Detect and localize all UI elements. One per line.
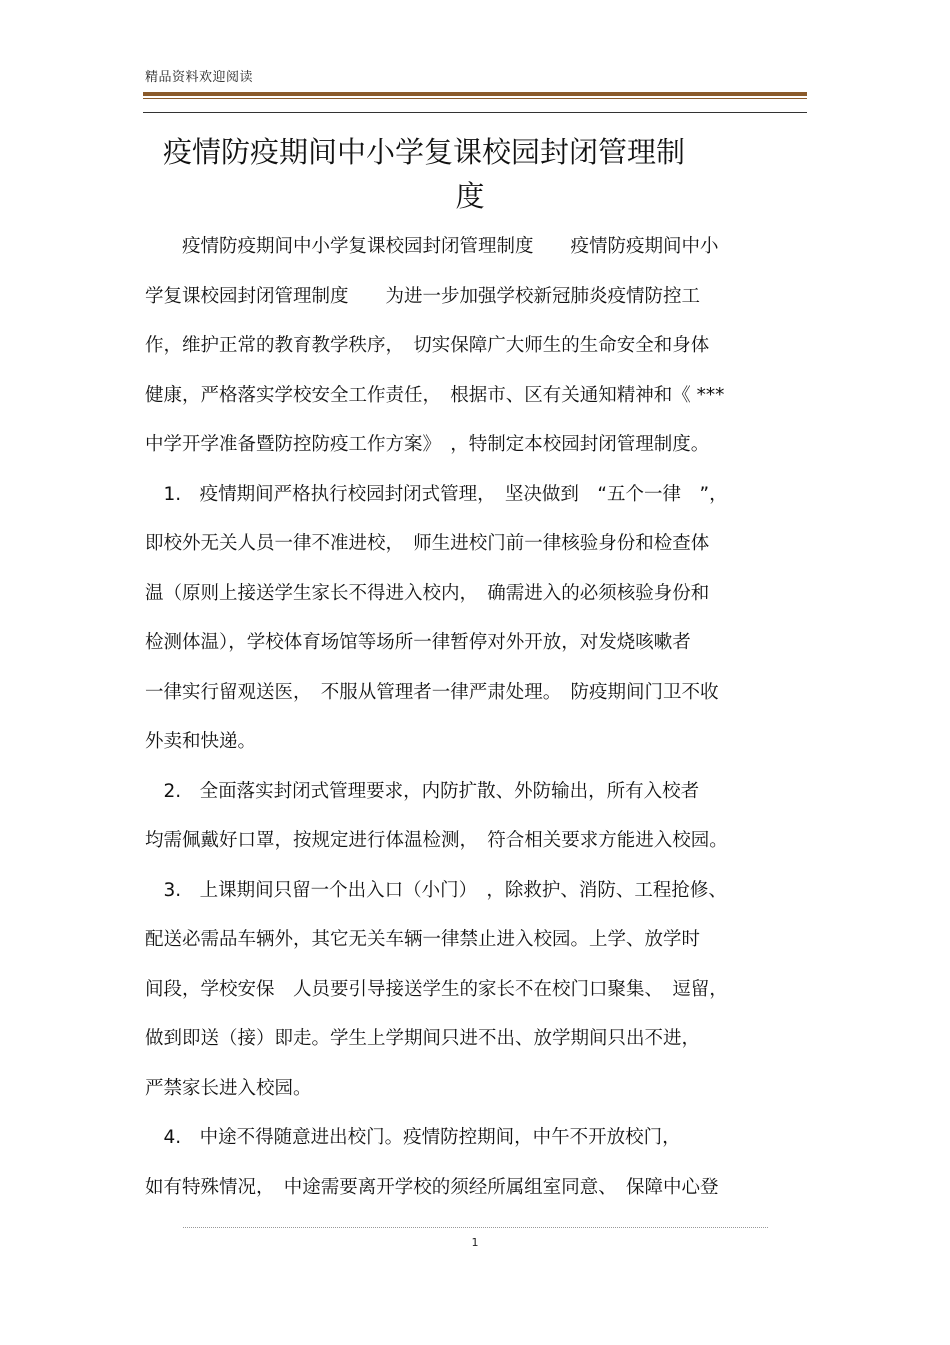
- title-line-2: 度: [455, 179, 485, 213]
- body-line: 即校外无关人员一律不准进校， 师生进校门前一律核验身份和检查体: [145, 533, 710, 554]
- body-line: 配送必需品车辆外，其它无关车辆一律禁止进入校园。上学、放学时: [145, 929, 701, 950]
- body-line: 疫情防疫期间中小学复课校园封闭管理制度 疫情防疫期间中小: [145, 236, 719, 257]
- body-line: 外卖和快递。: [145, 731, 257, 752]
- body-line: 健康，严格落实学校安全工作责任， 根据市、区有关通知精神和《 ***: [145, 384, 725, 406]
- body-line: 温（原则上接送学生家长不得进入校内， 确需进入的必须核验身份和: [145, 582, 710, 604]
- body-line: 3. 上课期间只留一个出入口（小门） ，除救护、消防、工程抢修、: [145, 879, 727, 901]
- body-line: 间段，学校安保 人员要引导接送学生的家长不在校门口聚集、 逗留，: [145, 978, 728, 1000]
- body-line: 学复课校园封闭管理制度 为进一步加强学校新冠肺炎疫情防控工: [145, 285, 701, 307]
- header-rule-bottom: [143, 112, 807, 113]
- body-line: 一律实行留观送医， 不服从管理者一律严肃处理。 防疫期间门卫不收: [145, 681, 719, 703]
- header-rule-thick: [143, 92, 807, 96]
- page-header: 精品资料欢迎阅读: [145, 70, 254, 85]
- body-line: 如有特殊情况， 中途需要离开学校的须经所属组室同意、 保障中心登: [145, 1176, 719, 1198]
- document-body: [145, 222, 805, 1212]
- footer-rule: [183, 1227, 768, 1229]
- body-line: 做到即送（接）即走。学生上学期间只进不出、放学期间只出不进，: [145, 1028, 701, 1049]
- title-line-1: 疫情防疫期间中小学复课校园封闭管理制: [163, 135, 686, 169]
- body-line: 检测体温），学校体育场馆等场所一律暂停对外开放，对发烧咳嗽者: [145, 632, 691, 653]
- header-rule-thin: [143, 98, 807, 99]
- body-line: 2. 全面落实封闭式管理要求，内防扩散、外防输出，所有入校者: [145, 780, 700, 802]
- body-line: 4. 中途不得随意进出校门。疫情防控期间，中午不开放校门，: [145, 1127, 681, 1148]
- body-line: 严禁家长进入校园。: [145, 1077, 312, 1099]
- body-line: 均需佩戴好口罩，按规定进行体温检测， 符合相关要求方能进入校园。: [145, 830, 728, 851]
- body-line: 1. 疫情期间严格执行校园封闭式管理， 坚决做到 “五个一律 ”，: [145, 483, 728, 505]
- page-number: 1: [471, 1236, 479, 1249]
- document-title: [145, 130, 805, 218]
- body-line: 作，维护正常的教育教学秩序， 切实保障广大师生的生命安全和身体: [145, 335, 710, 356]
- body-line: 中学开学准备暨防控防疫工作方案》 ，特制定本校园封闭管理制度。: [145, 434, 710, 455]
